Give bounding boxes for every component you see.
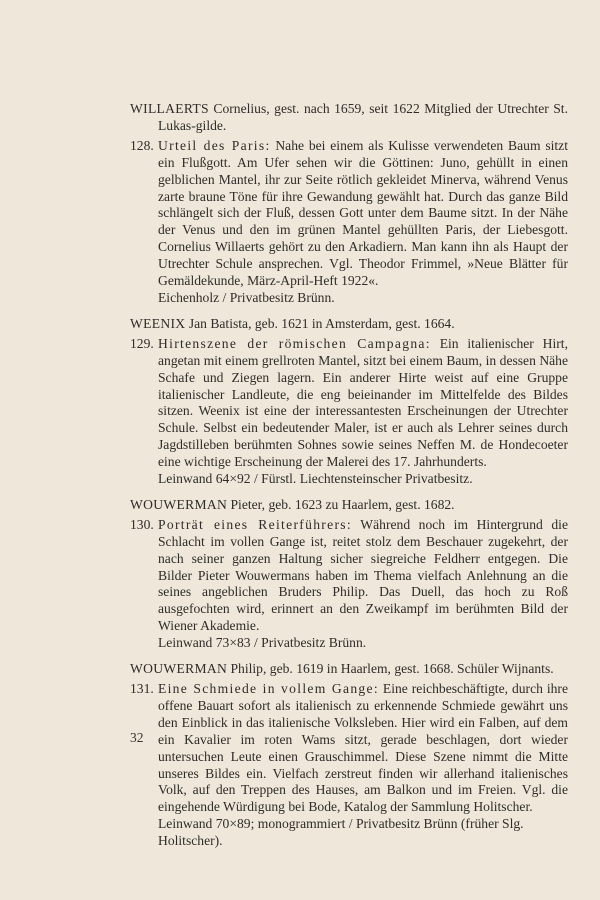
entry-provenance: Leinwand 64×92 / Fürstl. Liechtensteinscher Privatbesitz. <box>158 471 473 487</box>
artist-details: Philip, geb. 1619 in Haarlem, gest. 1668. Schüler Wijnants. <box>230 661 554 677</box>
catalog-entry <box>130 517 568 652</box>
artist-surname: WOUWERMAN <box>130 496 228 512</box>
entry-title: Porträt eines Reiterführers: <box>158 516 352 532</box>
catalog-entry <box>130 336 568 488</box>
artist-details: Jan Batista, geb. 1621 in Amsterdam, gest. 1664. <box>188 315 455 331</box>
artist-surname: WILLAERTS <box>130 101 209 116</box>
entry-text <box>158 336 568 471</box>
entry-number: 128. <box>130 137 154 153</box>
entry-description: Nahe bei einem als Kulisse verwendeten Baum sitzt ein Flußgott. Am Ufer sehen wir die Göttinen: Juno, gehüllt in einen gelblichen Mantel, ihr zur Seite rötlich gekleidet Minerva, während Venus zarte braune Töne für ihre Gewandung gewählt hat. Durch das ganze Bild schlängelt sich der Fluß, dessen Gott unter dem Baume sitzt. In der Nähe der Venus und den im grünen Mantel gehüllten Paris, der Liebesgott. Cornelius Willaerts gehört zu den Arkadiern. Man kann ihn als Haupt der Utrechter Schule ansprechen. Vgl. Theodor Frimmel, »Neue Blätter für Gemäldekunde, März-April-Heft 1922«. <box>158 137 568 289</box>
entry-description: Ein italienischer Hirt, angetan mit einem grellroten Mantel, sitzt bei einem Baum, in dessen Nähe Schafe und Ziegen lagern. Ein anderer Hirte weist auf eine Gruppe italienischer Landleute, die eng beieinander im Mittelfelde des Bildes sitzen. Weenix ist eine der interessantesten Erscheinungen der Utrechter Schule. Selbst ein bedeutender Maler, ist er auch als Lehrer seines durch Jagdstilleben berühmten Sohnes sowie seines Neffen M. de Hondecoeter eine wichtige Erscheinung der Malerei des 17. Jahrhunderts. <box>158 335 568 470</box>
entry-title: Eine Schmiede in vollem Gange: <box>158 681 379 696</box>
artist-heading <box>130 316 568 333</box>
page-number: 32 <box>130 730 144 745</box>
catalog-content <box>130 101 568 850</box>
entry-text <box>158 681 568 816</box>
artist-heading <box>130 661 568 678</box>
entry-title: Urteil des Paris: <box>158 137 271 153</box>
catalog-entry <box>130 681 568 850</box>
entry-provenance: Leinwand 73×83 / Privatbesitz Brünn. <box>158 635 367 651</box>
artist-surname: WOUWERMAN <box>130 661 228 677</box>
entry-description: Eine reichbeschäftigte, durch ihre offene Bauart sofort als italienisch zu erkennende Schmiede gewährt uns den Einblick in das italienische Volksleben. Hier wird ein Falben, auf dem ein Kavalier im roten Wams sitzt, gerade beschlagen, dort wieder untersuchen Leute einen Grauschimmel. Diese Szene nimmt die Mitte unseres Bildes ein. Vielfach zerstreut finden wir allerhand italienisches Volk, auf den Treppen des Hauses, am Balkon und im Freien. Vgl. die eingehende Würdigung bei Bode, Katalog der Sammlung Holitscher. <box>158 681 568 815</box>
entry-number: 129. <box>130 335 154 351</box>
entry-text <box>158 517 568 635</box>
entry-title: Hirtenszene der römischen Campagna: <box>158 335 431 351</box>
entry-provenance: Eichenholz / Privatbesitz Brünn. <box>158 289 335 305</box>
entry-number: 131. <box>130 681 154 696</box>
artist-heading <box>130 497 568 514</box>
entry-provenance: Leinwand 70×89; monogrammiert / Privatbesitz Brünn (früher Slg. Holitscher). <box>158 816 524 849</box>
artist-heading <box>130 101 568 135</box>
entry-text <box>158 138 568 290</box>
entry-description: Während noch im Hintergrund die Schlacht im vollen Gange ist, reitet stolz dem Beschauer zugekehrt, der nach seiner ganzen Haltung sicher siegreiche Feldherr entgegen. Die Bilder Pieter Wouwermans haben im Thema vielfach Anlehnung an die seines angeblichen Bruders Philip. Das Duell, das hoch zu Roß ausgefochten wird, erinnert an den Zweikampf im berühmten Bild der Wiener Akademie. <box>158 516 568 634</box>
artist-details: Pieter, geb. 1623 zu Haarlem, gest. 1682. <box>230 496 455 512</box>
artist-details: Cornelius, gest. nach 1659, seit 1622 Mitglied der Utrechter St. Lukas-gilde. <box>158 101 568 133</box>
catalog-entry <box>130 138 568 307</box>
artist-surname: WEENIX <box>130 315 186 331</box>
entry-number: 130. <box>130 516 154 532</box>
